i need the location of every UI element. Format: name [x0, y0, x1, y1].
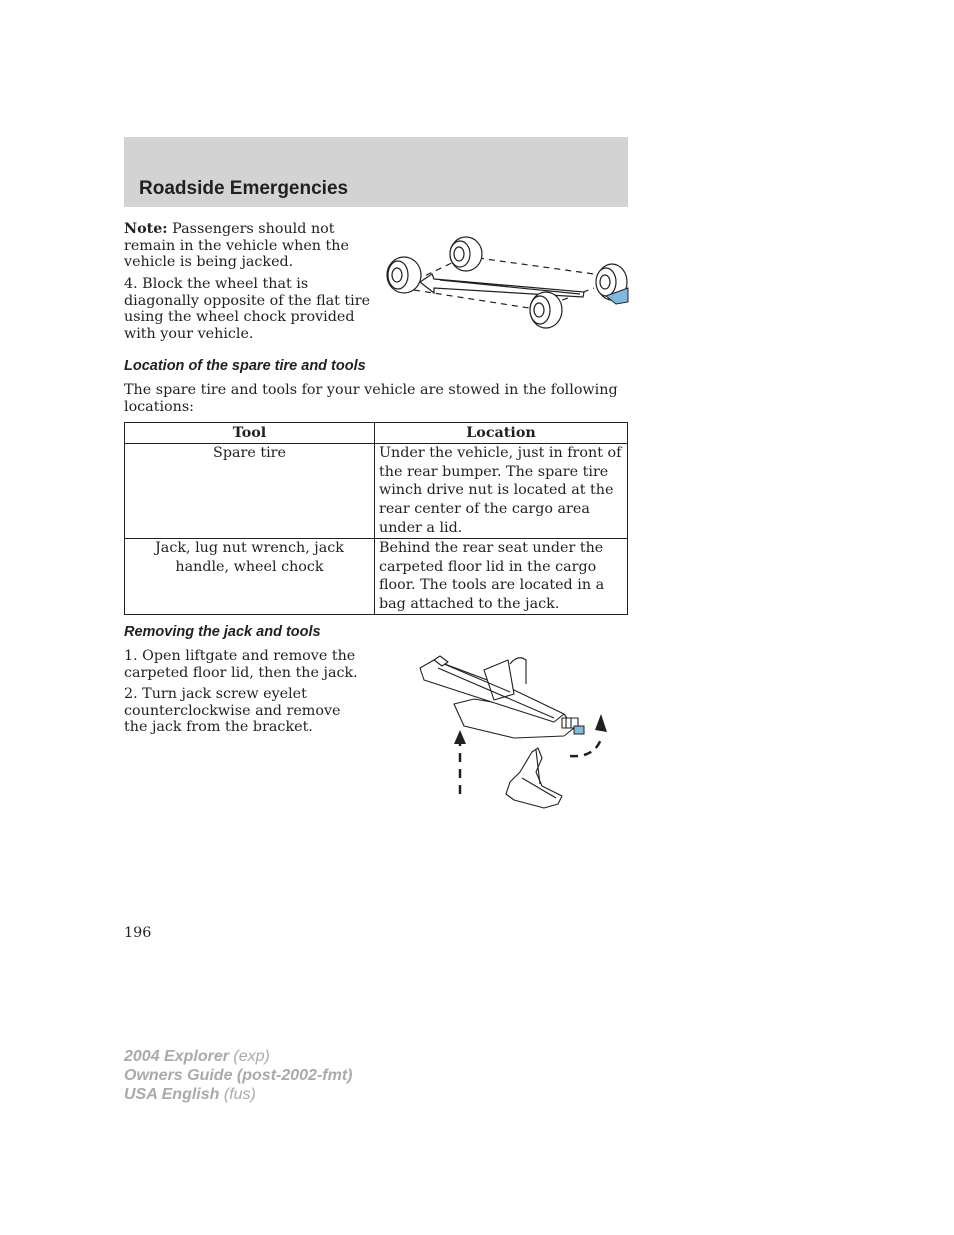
footer-line-3 — [124, 1085, 352, 1104]
removing-step-1: 1. Open liftgate and remove the carpeted floor lid, then the jack. — [124, 648, 358, 681]
footer-line-2: Owners Guide (post-2002-fmt) — [124, 1067, 353, 1084]
column-header-tool: Tool — [125, 423, 375, 444]
section-header-band — [124, 137, 628, 207]
tool-cell: Spare tire — [125, 443, 375, 538]
wheel-left — [387, 257, 421, 293]
jack-removal-diagram — [414, 654, 614, 812]
removing-step-2: 2. Turn jack screw eyelet counterclockwise and remove the jack from the bracket. — [124, 686, 341, 736]
table-row — [125, 538, 628, 614]
note-paragraph — [124, 221, 379, 271]
page-number: 196 — [124, 925, 152, 941]
note-label: Note: — [124, 221, 168, 237]
footer-line-1 — [124, 1047, 352, 1066]
footer-model: 2004 Explorer — [124, 1048, 229, 1065]
section-title: Roadside Emergencies — [139, 178, 349, 199]
note-text: Passengers should not remain in the vehicle when the vehicle is being jacked. — [124, 221, 349, 271]
table-row — [125, 443, 628, 538]
wheel-chock-diagram — [384, 232, 630, 332]
location-cell: Under the vehicle, just in front of the rear bumper. The spare tire winch drive nut is located at the rear center of the cargo area under a lid. — [375, 443, 628, 538]
tool-cell: Jack, lug nut wrench, jack handle, wheel chock — [125, 538, 375, 614]
lift-arrow-icon — [454, 730, 466, 794]
removing-jack-heading: Removing the jack and tools — [124, 624, 321, 640]
footer-language-code: (fus) — [219, 1086, 256, 1103]
spare-tire-intro: The spare tire and tools for your vehicle are stowed in the following locations: — [124, 382, 618, 415]
table-header-row — [125, 423, 628, 444]
wheel-bottom — [530, 292, 562, 328]
location-cell: Behind the rear seat under the carpeted floor lid in the cargo floor. The tools are located in a bag attached to the jack. — [375, 538, 628, 614]
document-footer — [124, 1047, 352, 1104]
spare-tire-heading: Location of the spare tire and tools — [124, 358, 366, 374]
step-4-text: 4. Block the wheel that is diagonally opposite of the flat tire using the wheel chock provided with your vehicle. — [124, 276, 371, 342]
column-header-location: Location — [375, 423, 628, 444]
footer-language: USA English — [124, 1086, 220, 1103]
jack-screw-eyelet-icon — [574, 726, 584, 734]
tools-location-table — [124, 422, 628, 615]
footer-model-code: (exp) — [228, 1048, 270, 1065]
wheel-top — [450, 237, 482, 271]
